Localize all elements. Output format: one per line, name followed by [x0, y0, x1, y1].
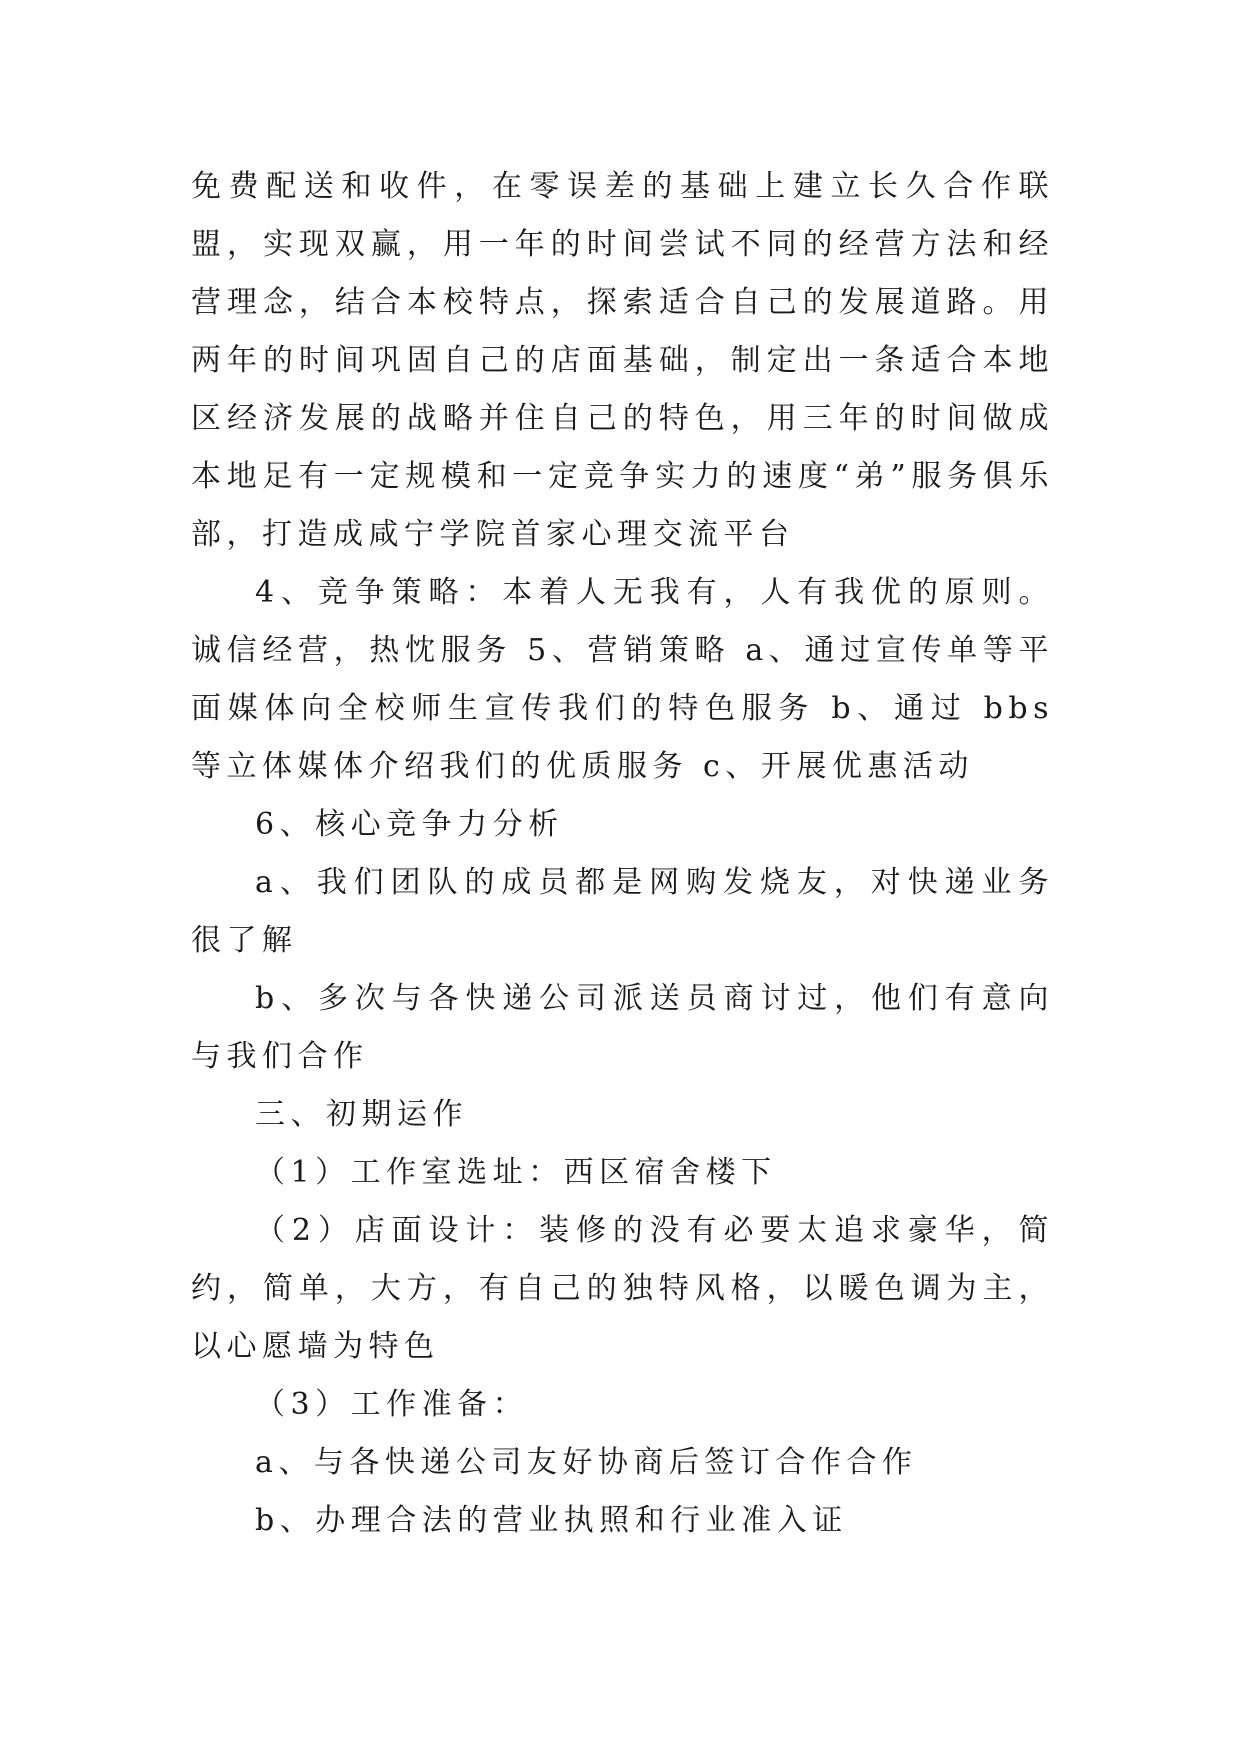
- paragraph-10: a、与各快递公司友好协商后签订合作合作: [255, 1445, 918, 1480]
- section-heading: 三、初期运作: [255, 1097, 468, 1132]
- paragraph-2: 4、竞争策略：本着人无我有，人有我优的原则。诚信经营，热忱服务 5、营销策略 a、通过宣传单等平面媒体向全校师生宣传我们的特色服务 b、通过 bbs 等立体媒体介绍我们的优质服务 c、开展优惠活动: [191, 575, 1054, 784]
- document-body: [191, 158, 1054, 1550]
- paragraph-8: （2）店面设计：装修的没有必要太追求豪华，简约，简单，大方，有自己的独特风格，以暖色调为主，以心愿墙为特色: [191, 1213, 1054, 1364]
- paragraph-9: （3）工作准备：: [255, 1387, 529, 1422]
- paragraph-1: 免费配送和收件，在零误差的基础上建立长久合作联盟，实现双赢，用一年的时间尝试不同的经营方法和经营理念，结合本校特点，探索适合自己的发展道路。用两年的时间巩固自己的店面基础，制定出一条适合本地区经济发展的战略并住自己的特色，用三年的时间做成本地足有一定规模和一定竞争实力的速度“弟”服务俱乐部，打造成咸宁学院首家心理交流平台: [191, 169, 1054, 552]
- paragraph-3: 6、核心竞争力分析: [255, 807, 564, 842]
- paragraph-5: b、多次与各快递公司派送员商讨过，他们有意向与我们合作: [191, 981, 1054, 1074]
- paragraph-4: a、我们团队的成员都是网购发烧友，对快递业务很了解: [191, 865, 1054, 958]
- paragraph-7: （1）工作室选址：西区宿舍楼下: [255, 1155, 777, 1190]
- paragraph-11: b、办理合法的营业执照和行业准入证: [255, 1503, 848, 1538]
